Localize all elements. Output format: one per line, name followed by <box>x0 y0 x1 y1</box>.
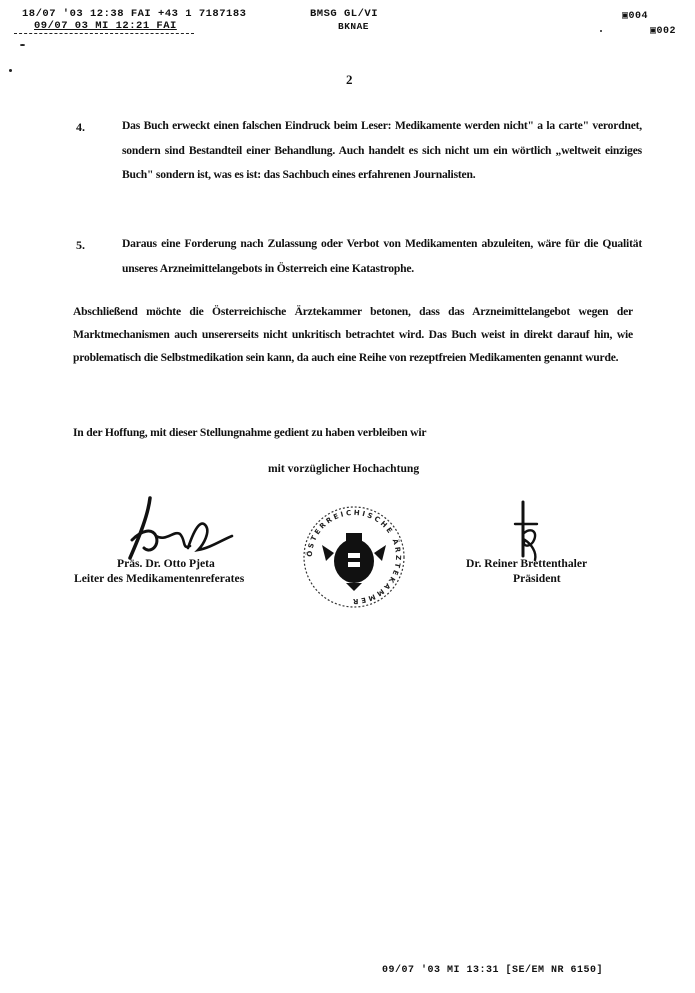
signatory-right-title: Präsident <box>513 572 561 585</box>
signatory-right <box>466 556 587 586</box>
fax-header-line-2: 09/07 03 MI 12:21 FAI <box>34 20 177 32</box>
signatory-left-name: Präs. Dr. Otto Pjeta <box>117 557 215 570</box>
signatory-right-name: Dr. Reiner Brettenthaler <box>466 557 588 570</box>
closing-formula: mit vorzüglicher Hochachtung <box>268 462 420 475</box>
list-item <box>76 117 642 197</box>
fax-counter-icon: ▣ <box>650 26 657 37</box>
list-item <box>76 235 642 285</box>
scan-speck <box>600 30 602 32</box>
signatory-left <box>74 556 244 586</box>
fax-counter-icon: ▣ <box>622 11 629 22</box>
signatory-left-title: Leiter des Medikamentenreferates <box>74 572 245 585</box>
paragraph-conclusion: Abschließend möchte die Österreichische Ärztekammer betonen, dass das Arzneimittelangebot wegen der Marktmechanismen auch unsererseits nicht unkritisch betrachtet wird. Das Buch weist in direkt darauf hin, wie problematisch die Selbstmedikation sein kann, da auch eine Reihe von rezeptfreien Medikamenten genannt wurde. <box>73 305 633 364</box>
list-item-text: Das Buch erweckt einen falschen Eindruck beim Leser: Medikamente werden nicht" a la carte" verordnet, sondern sind Bestandteil einer Behandlung. Auch handelt es sich nicht um ein wörtlich „weltweit einziges Buch" sondern ist, was es ist: das Sachbuch eines erfahrenen Journalisten. <box>122 119 642 181</box>
seal-text: ÖSTERREICHISCHE ÄRZTEKAMMER <box>305 508 403 606</box>
official-seal <box>300 503 408 611</box>
fax-sender-sub: BKNAE <box>338 21 370 32</box>
fax-footer: 09/07 '03 MI 13:31 [SE/EM NR 6150] <box>382 965 604 976</box>
scan-speck <box>9 69 12 72</box>
list-item-number: 5. <box>76 238 85 252</box>
paragraph-closing-remark: In der Hoffung, mit dieser Stellungnahme gedient zu haben verbleiben wir <box>73 426 427 439</box>
fax-header-rule <box>14 33 194 34</box>
fax-page-counter-1: ▣004 <box>622 11 649 22</box>
list-item-number: 4. <box>76 120 85 134</box>
fax-sender: BMSG GL/VI <box>310 8 379 20</box>
fax-page-counter-2: ▣002 <box>650 26 677 37</box>
list-item-text: Daraus eine Forderung nach Zulassung oder Verbot von Medikamenten abzuleiten, wäre für die Qualität unseres Arzneimittelangebots in Österreich eine Katastrophe. <box>122 237 642 275</box>
eagle-emblem-icon <box>322 533 386 591</box>
page-number: 2 <box>346 72 353 87</box>
scan-speck <box>20 44 25 46</box>
fax-header-line-1: 18/07 '03 12:38 FAI +43 1 7187183 <box>22 8 247 20</box>
